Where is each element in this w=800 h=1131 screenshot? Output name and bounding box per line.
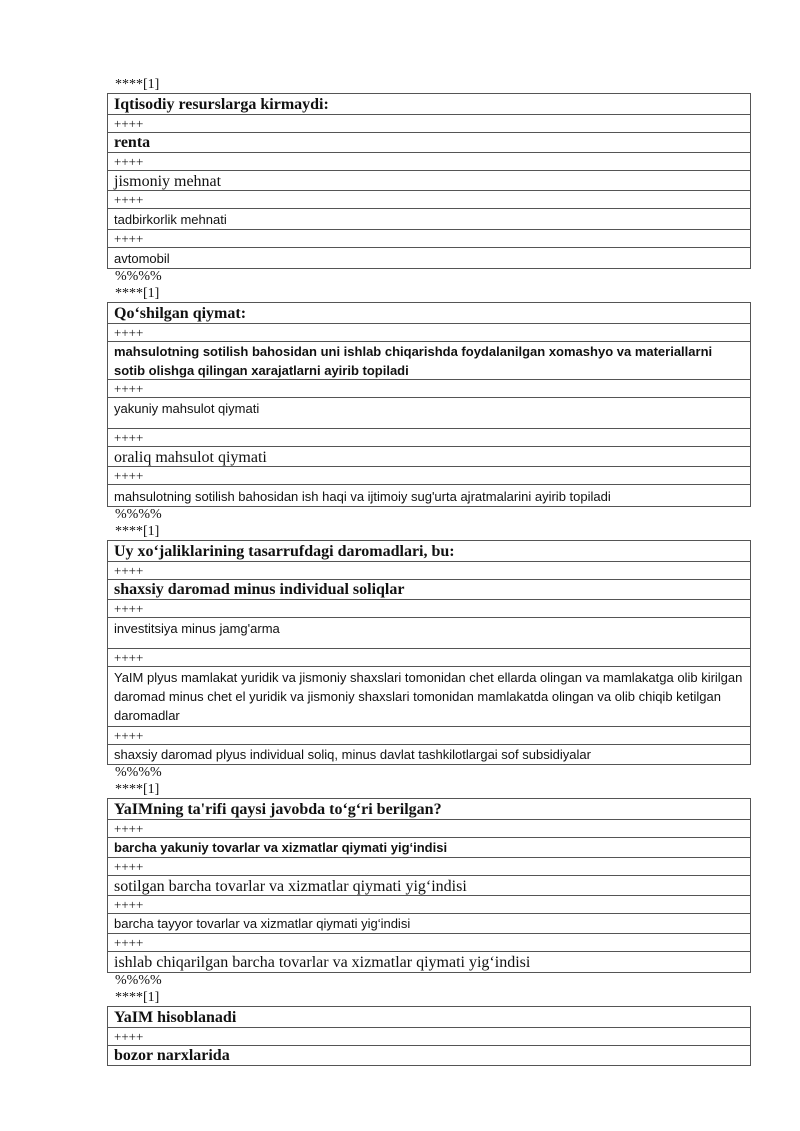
answer-text: yakuniy mahsulot qiymati bbox=[108, 397, 750, 428]
answer-separator: ++++ bbox=[108, 857, 750, 875]
answer-text: tadbirkorlik mehnati bbox=[108, 208, 750, 229]
question-table bbox=[107, 798, 751, 973]
answer-text: oraliq mahsulot qiymati bbox=[108, 446, 750, 466]
answer-separator: ++++ bbox=[108, 229, 750, 247]
answer-text: ishlab chiqarilgan barcha tovarlar va xizmatlar qiymati yig‘indisi bbox=[108, 951, 750, 972]
answer-separator: ++++ bbox=[108, 599, 750, 617]
answer-separator: ++++ bbox=[108, 114, 750, 132]
question-text: Iqtisodiy resurslarga kirmaydi: bbox=[108, 93, 750, 114]
question-block bbox=[107, 76, 751, 285]
answer-text: barcha yakuniy tovarlar va xizmatlar qiymati yig‘indisi bbox=[108, 837, 750, 857]
question-marker: ****[1] bbox=[115, 77, 160, 92]
answer-separator: ++++ bbox=[108, 561, 750, 579]
question-marker: ****[1] bbox=[115, 782, 160, 797]
answer-separator: ++++ bbox=[108, 933, 750, 951]
answer-separator: ++++ bbox=[108, 895, 750, 913]
question-marker: ****[1] bbox=[115, 524, 160, 539]
question-marker: ****[1] bbox=[115, 990, 160, 1005]
answer-separator: ++++ bbox=[108, 323, 750, 341]
answer-separator: ++++ bbox=[108, 152, 750, 170]
question-marker: ****[1] bbox=[115, 286, 160, 301]
document-page bbox=[107, 76, 751, 1066]
answer-text: investitsiya minus jamg'arma bbox=[108, 617, 750, 648]
question-table bbox=[107, 540, 751, 765]
answer-text: sotilgan barcha tovarlar va xizmatlar qiymati yig‘indisi bbox=[108, 875, 750, 895]
question-text: YaIMning ta'rifi qaysi javobda to‘g‘ri berilgan? bbox=[108, 798, 750, 819]
question-end-marker: %%%% bbox=[115, 507, 162, 522]
answer-text: bozor narxlarida bbox=[108, 1045, 750, 1065]
question-table bbox=[107, 302, 751, 507]
question-text: Uy xo‘jaliklarining tasarrufdagi daromadlari, bu: bbox=[108, 540, 750, 561]
answer-text: jismoniy mehnat bbox=[108, 170, 750, 190]
question-table bbox=[107, 1006, 751, 1066]
answer-separator: ++++ bbox=[108, 428, 750, 446]
question-end-marker: %%%% bbox=[115, 765, 162, 780]
answer-separator: ++++ bbox=[108, 1027, 750, 1045]
question-block bbox=[107, 285, 751, 523]
answer-separator: ++++ bbox=[108, 379, 750, 397]
answer-separator: ++++ bbox=[108, 466, 750, 484]
answer-text: barcha tayyor tovarlar va xizmatlar qiymati yig‘indisi bbox=[108, 913, 750, 933]
question-block bbox=[107, 523, 751, 781]
question-text: Qo‘shilgan qiymat: bbox=[108, 302, 750, 323]
question-table bbox=[107, 93, 751, 269]
answer-text: YaIM plyus mamlakat yuridik va jismoniy shaxslari tomonidan chet ellarda olingan va mamlakatga olib kirilgan daromad minus chet el yuridik va jismoniy shaxslari tomonidan mamlakatda olingan va olib chiqib ketilgan daromadlar bbox=[108, 666, 750, 726]
answer-separator: ++++ bbox=[108, 726, 750, 744]
answer-text: renta bbox=[108, 132, 750, 152]
answer-text: mahsulotning sotilish bahosidan ish haqi va ijtimoiy sug'urta ajratmalarini ayirib topiladi bbox=[108, 484, 750, 506]
answer-text: mahsulotning sotilish bahosidan uni ishlab chiqarishda foydalanilgan xomashyo va materiallarni sotib olishga qilingan xarajatlarni ayirib topiladi bbox=[108, 341, 750, 379]
answer-separator: ++++ bbox=[108, 190, 750, 208]
answer-text: shaxsiy daromad plyus individual soliq, minus davlat tashkilotlargai sof subsidiyalar bbox=[108, 744, 750, 764]
question-end-marker: %%%% bbox=[115, 973, 162, 988]
answer-text: shaxsiy daromad minus individual soliqlar bbox=[108, 579, 750, 599]
question-end-marker: %%%% bbox=[115, 269, 162, 284]
question-block bbox=[107, 781, 751, 989]
question-text: YaIM hisoblanadi bbox=[108, 1006, 750, 1027]
question-block bbox=[107, 989, 751, 1066]
answer-text: avtomobil bbox=[108, 247, 750, 268]
answer-separator: ++++ bbox=[108, 648, 750, 666]
answer-separator: ++++ bbox=[108, 819, 750, 837]
